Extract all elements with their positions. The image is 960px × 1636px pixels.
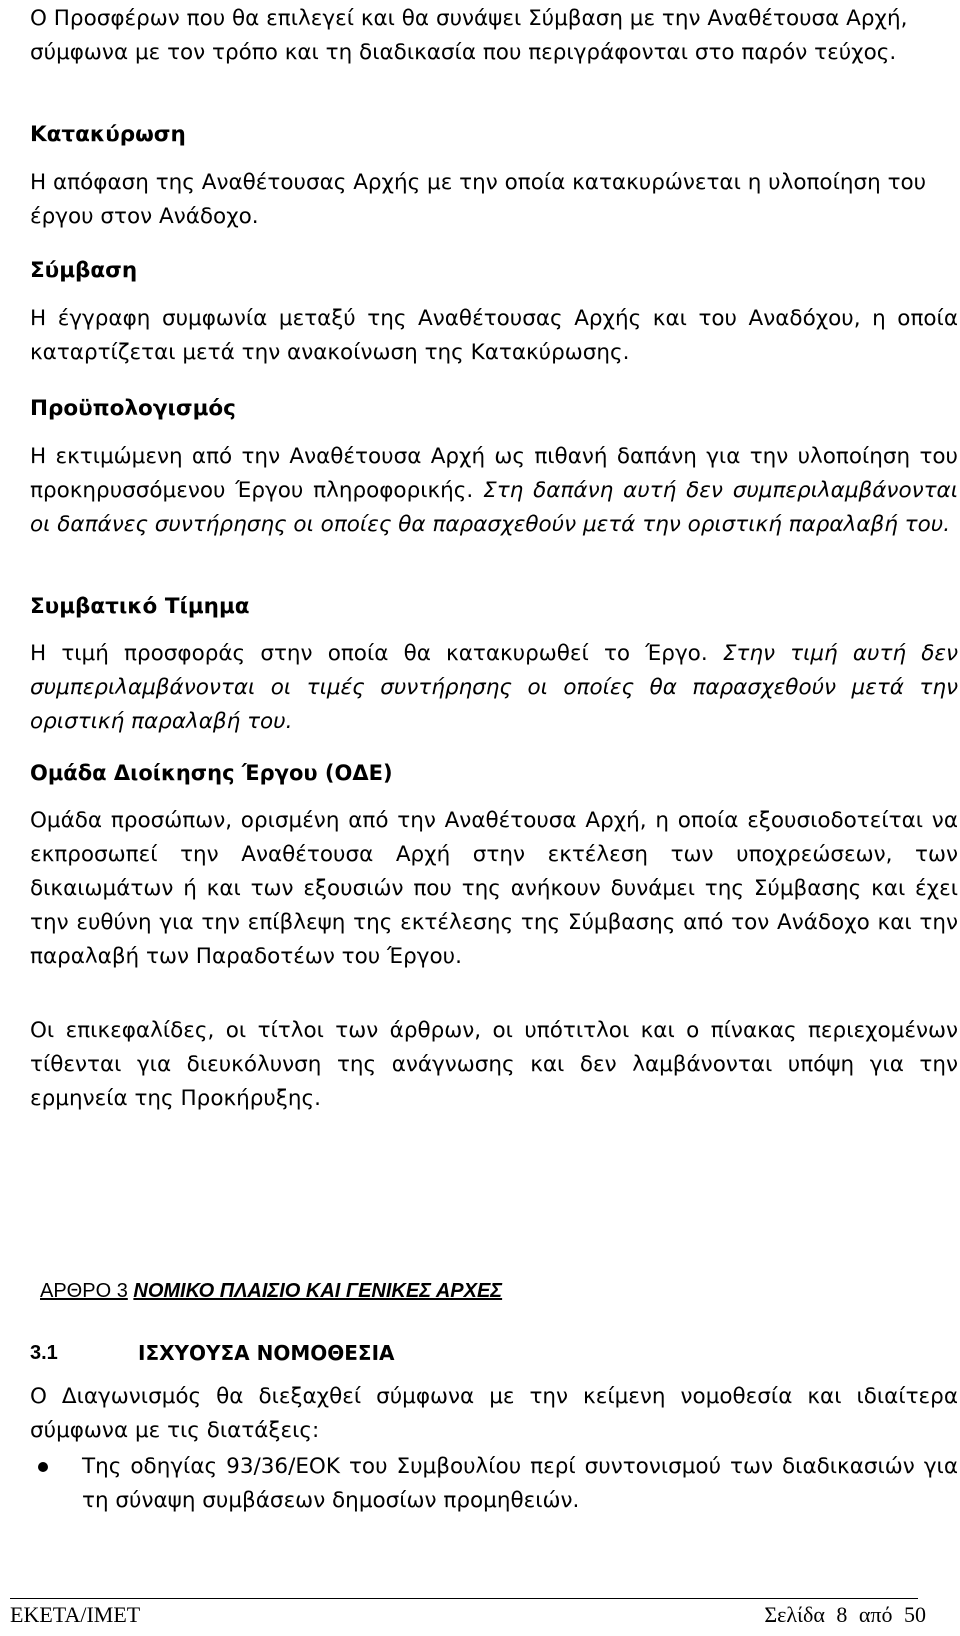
- definition-body-symvatiko-timima: [30, 637, 958, 739]
- definition-term-proypologismos: Προϋπολογισμός: [30, 396, 236, 421]
- definition-body-proypologismos: [30, 440, 958, 542]
- footer-divider: [10, 1598, 918, 1599]
- section-paragraph: Ο Διαγωνισμός θα διεξαχθεί σύμφωνα με την κείμενη νομοθεσία και ιδιαίτερα σύμφωνα με τις διατάξεις:: [30, 1384, 958, 1443]
- definition-text-symvatiko-timima: Η τιμή προσφοράς στην οποία θα κατακυρωθεί το Έργο.: [30, 641, 708, 666]
- closing-paragraph: Οι επικεφαλίδες, οι τίτλοι των άρθρων, οι υπότιτλοι και ο πίνακας περιεχομένων τίθενται για διευκόλυνση της ανάγνωσης και δεν λαμβάνονται υπόψη για την ερμηνεία της Προκήρυξης.: [30, 1018, 958, 1111]
- bullet-icon: [38, 1462, 48, 1472]
- definition-note-proypologismos: Στη δαπάνη αυτή δεν συμπεριλαμβάνονται οι δαπάνες συντήρησης οι οποίες θα παρασχεθούν μετά την οριστική παραλαβή του.: [30, 478, 958, 537]
- section-title: ΙΣΧΥΟΥΣΑ ΝΟΜΟΘΕΣΙΑ: [138, 1341, 395, 1365]
- definition-note-symvatiko-timima: Στην τιμή αυτή δεν συμπεριλαμβάνονται οι τιμές συντήρησης οι οποίες θα παρασχεθούν μετά την οριστική παραλαβή του.: [30, 641, 958, 734]
- definition-term-symvatiko-timima: Συμβατικό Τίμημα: [30, 594, 250, 619]
- section-number: 3.1: [30, 1342, 58, 1364]
- definition-term-symvasi: Σύμβαση: [30, 258, 138, 283]
- footer-page-number: Σελίδα 8 από 50: [764, 1602, 926, 1627]
- article-number: ΑΡΘΡΟ 3: [40, 1280, 128, 1302]
- definition-term-ode: Ομάδα Διοίκησης Έργου (ΟΔΕ): [30, 761, 393, 785]
- list-item: Της οδηγίας 93/36/ΕΟΚ του Συμβουλίου περί συντονισμού των διαδικασιών για τη σύναψη συμβάσεων δημοσίων προμηθειών.: [82, 1454, 958, 1513]
- intro-paragraph: Ο Προσφέρων που θα επιλεγεί και θα συνάψει Σύμβαση με την Αναθέτουσα Αρχή, σύμφωνα με τον τρόπο και τη διαδικασία που περιγράφονται στο παρόν τεύχος.: [30, 6, 908, 65]
- definition-text-ode: Ομάδα προσώπων, ορισμένη από την Αναθέτουσα Αρχή, η οποία εξουσιοδοτείται να εκπροσωπεί την Αναθέτουσα Αρχή στην εκτέλεση των υποχρεώσεων, των δικαιωμάτων ή και των εξουσιών που της ανήκουν δυνάμει της Σύμβασης και έχει την ευθύνη για την επίβλεψη της εκτέλεσης της Σύμβασης από τον Ανάδοχο και την παραλαβή των Παραδοτέων του Έργου.: [30, 808, 958, 969]
- definition-text-symvasi: Η έγγραφη συμφωνία μεταξύ της Αναθέτουσας Αρχής και του Αναδόχου, η οποία καταρτίζεται μετά την ανακοίνωση της Κατακύρωσης.: [30, 306, 958, 365]
- definition-term-katakyrosi: Κατακύρωση: [30, 122, 186, 147]
- article-title: ΝΟΜΙΚΟ ΠΛΑΙΣΙΟ ΚΑΙ ΓΕΝΙΚΕΣ ΑΡΧΕΣ: [133, 1280, 503, 1302]
- footer-left: ΕΚΕΤΑ/ΙΜΕΤ: [10, 1602, 141, 1627]
- article-heading: [40, 1276, 502, 1306]
- definition-text-proypologismos: Η εκτιμώμενη από την Αναθέτουσα Αρχή ως πιθανή δαπάνη για την υλοποίηση του προκηρυσσόμενου Έργου πληροφορικής.: [30, 444, 958, 503]
- definition-text-katakyrosi: Η απόφαση της Αναθέτουσας Αρχής με την οποία κατακυρώνεται η υλοποίηση του έργου στον Ανάδοχο.: [30, 170, 927, 229]
